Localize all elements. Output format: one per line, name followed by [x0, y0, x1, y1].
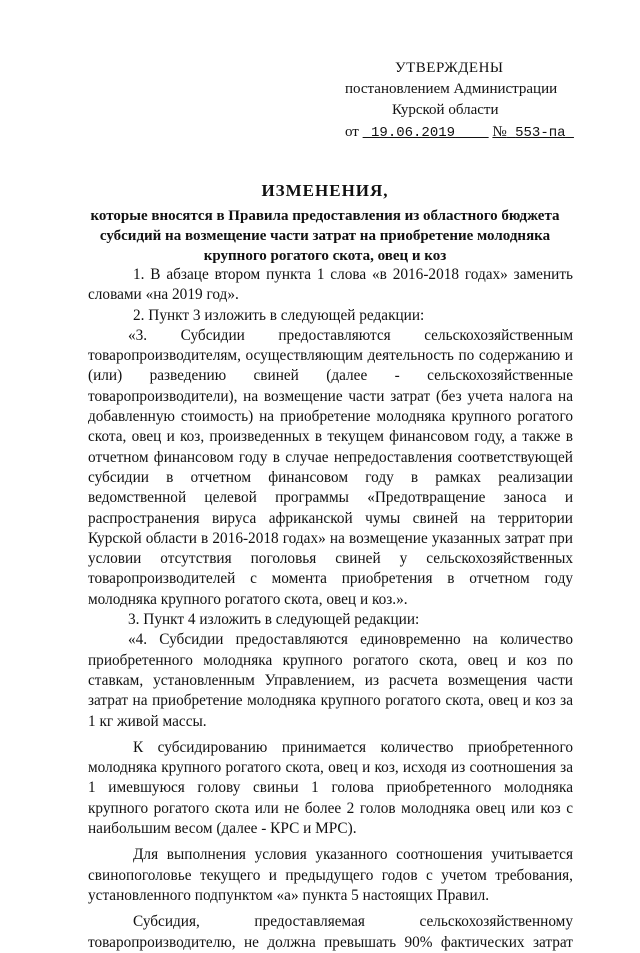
body-line: добавленную стоимость) на приобретение молодняка крупного рогатого	[88, 408, 573, 426]
body-line: 2. Пункт 3 изложить в следующей редакции:	[133, 306, 425, 324]
body-line: Курской области в 2016-2018 годах» на возмещение указанных затрат при	[88, 529, 573, 547]
body-line: распространения вируса африканской чумы свиней на территории	[88, 509, 573, 527]
approval-date: 19.06.2019	[371, 125, 456, 141]
heading-subtitle-3: крупного рогатого скота, овец и коз	[203, 248, 447, 264]
body-line: крупного рогатого скота или не более 2 голов молодняка овец или коз с	[88, 799, 573, 817]
body-line: установленного подпунктом «а» пункта 5 настоящих Правил.	[88, 886, 490, 904]
body-line: приобретенного молодняка крупного рогатого скота, овец и коз по	[88, 651, 573, 669]
body-line: «3. Субсидии предоставляются сельскохозяйственным	[128, 326, 573, 344]
body-line: Для выполнения условия указанного соотношения учитывается	[133, 846, 573, 864]
approval-number: 553-па	[515, 125, 566, 141]
body-line: молодняка крупного рогатого скота, овец и коз.».	[88, 590, 408, 608]
heading-subtitle-1: которые вносятся в Правила предоставления из областного бюджета	[90, 208, 560, 224]
body-line: скота, овец и коз, произведенных в текущем финансовом году, а также в	[88, 428, 573, 446]
body-line: условии отсутствия поголовья свиней у сельскохозяйственных	[88, 550, 573, 568]
body-line: ведомственной целевой программы «Предотвращение заноса и	[88, 489, 573, 507]
body-line: товаропроизводителям, осуществляющим деятельность по содержанию и	[88, 347, 573, 365]
body-line: 3. Пункт 4 изложить в следующей редакции:	[128, 611, 420, 629]
approval-region: Курской области	[392, 102, 499, 118]
body-line: наибольшим весом (далее - КРС и МРС).	[88, 820, 357, 838]
approval-authority: постановлением Администрации	[345, 81, 558, 97]
body-line: товаропроизводителей с момента приобретения в отчетном году	[88, 570, 573, 588]
body-line: молодняка крупного рогатого скота, овец и коз, исходя из соотношения за	[88, 759, 573, 777]
body-line: субсидии в отчетном финансовом году в рамках реализации	[88, 468, 573, 486]
body-line: затрат на приобретение молодняка крупного рогатого скота, овец и коз за	[88, 692, 573, 710]
document-body	[88, 265, 573, 953]
body-line: отчетном финансовом году в случае непредоставления соответствующей	[88, 448, 573, 466]
approval-number-label: №	[492, 124, 507, 140]
body-line: Субсидия, предоставляемая сельскохозяйственному	[133, 913, 573, 931]
heading-subtitle-2: субсидий на возмещение части затрат на приобретение молодняка	[99, 228, 551, 244]
body-line: 1 кг живой массы.	[88, 712, 207, 730]
approval-from-label: от	[345, 124, 359, 140]
body-line: (или) разведению свиней (далее - сельскохозяйственные	[88, 367, 573, 385]
approval-block	[345, 58, 595, 144]
body-line: «4. Субсидии предоставляются единовременно на количество	[128, 631, 573, 649]
body-line: 1 имевшуюся голову свиньи 1 голова приобретенного молодняка	[88, 779, 573, 797]
body-line: товаропроизводители), на возмещение части затрат (без учета налога на	[88, 387, 573, 405]
document-heading	[60, 180, 590, 266]
heading-title: ИЗМЕНЕНИЯ,	[261, 181, 389, 200]
body-line: товаропроизводителю, не должна превышать 90% фактических затрат	[88, 933, 573, 951]
approval-title: УТВЕРЖДЕНЫ	[395, 60, 504, 76]
body-line: словами «на 2019 год».	[88, 286, 239, 304]
body-line: ставкам, установленным Управлением, из расчета возмещения части	[88, 671, 573, 689]
body-line: 1. В абзаце втором пункта 1 слова «в 2016-2018 годах» заменить	[133, 266, 573, 283]
body-line: свинопоголовье текущего и предыдущего годов с учетом требования,	[88, 866, 573, 884]
body-line: К субсидированию принимается количество приобретенного	[133, 738, 573, 756]
approval-date-line	[345, 121, 595, 144]
